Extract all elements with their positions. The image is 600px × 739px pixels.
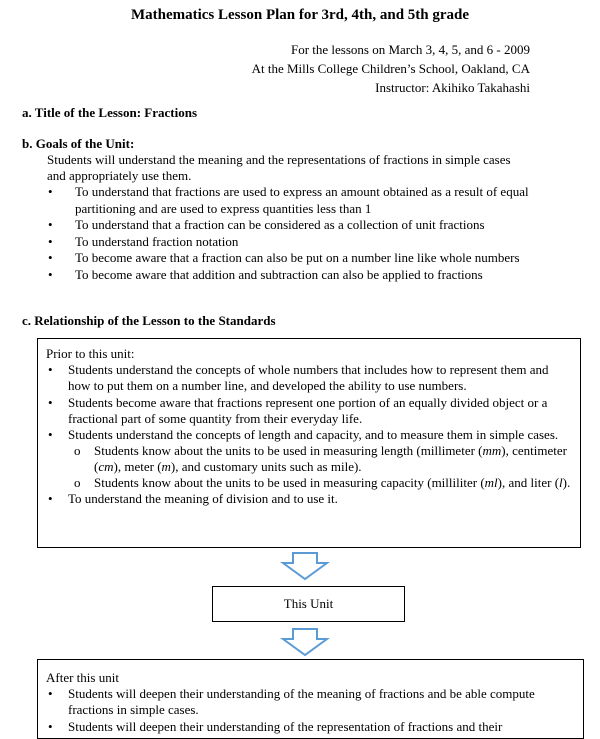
list-item: • Students will deepen their understanding of the meaning of fractions and be able compute fractions in simple cases. [48,686,535,718]
goals-intro: Students will understand the meaning and the representations of fractions in simple cases and appropriately use them. [47,152,511,183]
section-a-heading: a. Title of the Lesson: Fractions [22,105,198,120]
list-item: • Students understand the concepts of whole numbers that includes how to represent them and how to put them on a number line, and developed the ability to use numbers. [48,362,549,394]
list-item: • To understand that a fraction can be considered as a collection of unit fractions [48,217,485,232]
arrow-shape [283,629,327,655]
list-item: • Students will deepen their understanding of the representation of fractions and their [48,718,503,734]
down-arrow-icon [280,627,330,657]
list-item: • To understand the meaning of division and to use it. [48,491,338,507]
header-block [252,40,530,97]
document-title: Mathematics Lesson Plan for 3rd, 4th, and 5th grade [130,7,470,23]
list-item: • To understand that fractions are used to express an amount obtained as a result of equal partitioning and are used to express quantities less than 1 [48,184,529,216]
list-item: • To understand fraction notation [48,233,239,249]
after-unit-box [37,659,584,739]
list-item: • To become aware that a fraction can also be put on a number line like whole numbers [48,250,520,265]
header-line-location: At the Mills College Children’s School, Oakland, CA [251,61,530,76]
arrow-shape [283,553,327,579]
section-c-heading: c. Relationship of the Lesson to the Standards [22,313,276,328]
header-line-date: For the lessons on March 3, 4, 5, and 6 - 2009 [290,42,530,57]
list-item: • To become aware that addition and subtraction can also be applied to fractions [48,266,483,282]
section-b-heading: b. Goals of the Unit: [22,136,135,151]
sub-list-item: o Students know about the units to be used in measuring capacity (milliliter (ml), and liter (l). [74,475,571,491]
sub-list-item: o Students know about the units to be used in measuring length (millimeter (mm), centimeter (cm), meter (m), and customary units such as mile). [74,443,567,475]
after-label: After this unit [46,670,119,685]
list-item: • Students understand the concepts of length and capacity, and to measure them in simple cases. [48,427,559,443]
prior-unit-box [37,338,581,548]
list-item: • Students become aware that fractions represent one portion of an equally divided object or a fractional part of some quantity from their everyday life. [48,394,548,426]
goals-list [46,184,536,283]
down-arrow-icon [280,551,330,581]
this-unit-box: This Unit [212,586,405,622]
prior-label: Prior to this unit: [46,346,135,361]
header-line-instructor: Instructor: Akihiko Takahashi [375,80,530,95]
